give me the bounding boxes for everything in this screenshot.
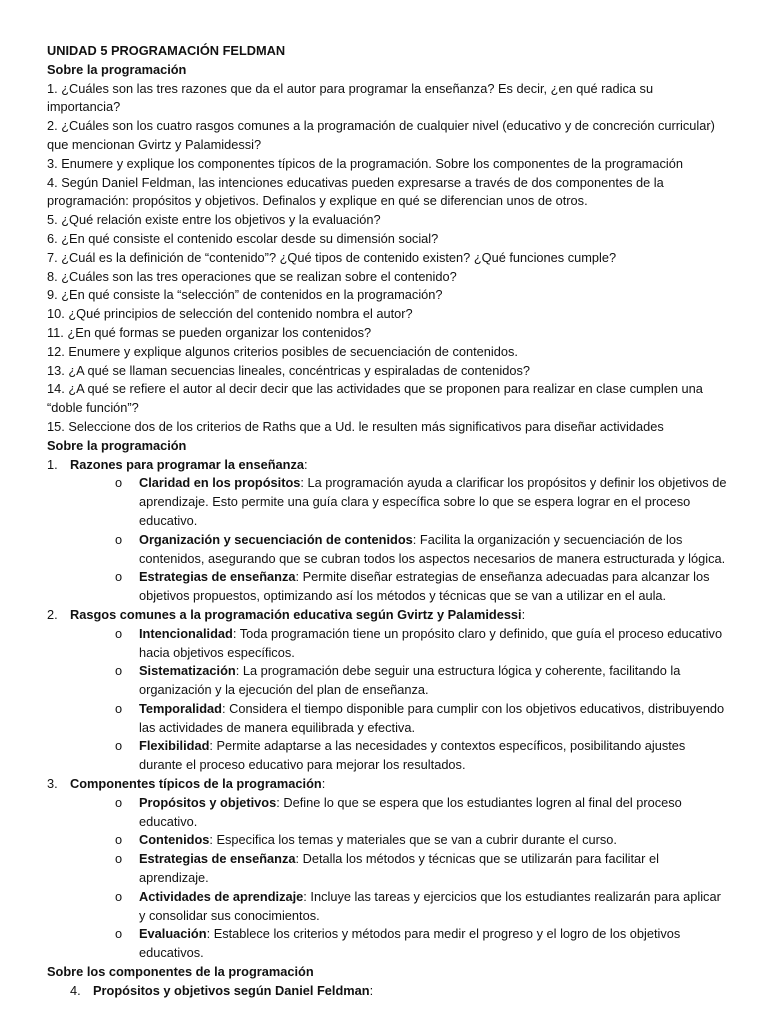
bullet-icon: o xyxy=(115,569,123,585)
item-number: 3. xyxy=(47,776,58,792)
bullet-icon: o xyxy=(115,475,123,491)
document-page xyxy=(47,42,727,1001)
answer-item xyxy=(47,606,727,775)
answer-list xyxy=(47,456,727,964)
question-item: 11. ¿En qué formas se pueden organizar los contenidos? xyxy=(47,324,372,340)
sub-item xyxy=(70,794,727,832)
answer-title-colon: : xyxy=(369,982,374,998)
answer-title: Componentes típicos de la programación xyxy=(70,776,322,792)
question-item: 5. ¿Qué relación existe entre los objetivos y la evaluación? xyxy=(47,212,381,228)
sub-item xyxy=(70,737,727,775)
sub-item-term: Claridad en los propósitos xyxy=(139,475,301,491)
question-item: 9. ¿En qué consiste la “selección” de contenidos en la programación? xyxy=(47,287,443,303)
sub-item-term: Sistematización xyxy=(139,663,236,679)
bullet-icon: o xyxy=(115,531,123,547)
answer-sublist xyxy=(70,474,727,606)
question-item: 6. ¿En qué consiste el contenido escolar desde su dimensión social? xyxy=(47,230,439,246)
answer-title: Razones para programar la enseñanza xyxy=(70,456,304,472)
sub-item-term: Contenidos xyxy=(139,832,210,848)
sub-item-term: Organización y secuenciación de contenidos xyxy=(139,531,413,547)
sub-item xyxy=(70,662,727,700)
bullet-icon: o xyxy=(115,888,123,904)
answer-sublist xyxy=(70,625,727,775)
item-number: 1. xyxy=(47,456,58,472)
question-item: 15. Seleccione dos de los criterios de Raths que a Ud. le resulten más significativos para diseñar actividades xyxy=(47,418,664,434)
sub-item-text: : Considera el tiempo disponible para cumplir con los objetivos educativos, distribuyendo las actividades de manera equilibrada y efectiva. xyxy=(139,700,725,735)
sub-item-term: Propósitos y objetivos xyxy=(139,794,277,810)
document-title: UNIDAD 5 PROGRAMACIÓN FELDMAN xyxy=(47,43,286,58)
question-item: 12. Enumere y explique algunos criterios posibles de secuenciación de contenidos. xyxy=(47,343,518,359)
sub-item xyxy=(70,888,727,926)
item-number: 2. xyxy=(47,606,58,622)
sub-item-text: : La programación debe seguir una estructura lógica y coherente, facilitando la organización y la ejecución del plan de enseñanza. xyxy=(139,663,681,698)
sub-item-text: : Permite adaptarse a las necesidades y contextos específicos, posibilitando ajustes durante el proceso educativo para mejorar los resultados. xyxy=(139,738,686,773)
question-list xyxy=(47,80,727,437)
sub-item-term: Actividades de aprendizaje xyxy=(139,888,304,904)
question-item: 3. Enumere y explique los componentes típicos de la programación. Sobre los componentes de la programación xyxy=(47,155,683,171)
answer-title-colon: : xyxy=(321,776,326,792)
question-item: 1. ¿Cuáles son las tres razones que da el autor para programar la enseñanza? Es decir, ¿en qué radica su importancia? xyxy=(47,80,654,115)
bullet-icon: o xyxy=(115,794,123,810)
answer-item xyxy=(47,775,727,963)
bullet-icon: o xyxy=(115,625,123,641)
bullet-icon: o xyxy=(115,926,123,942)
sub-item xyxy=(70,831,727,850)
section-heading: Sobre la programación xyxy=(47,437,187,453)
answer-sublist xyxy=(70,794,727,963)
section-heading: Sobre los componentes de la programación xyxy=(47,964,314,980)
bullet-icon: o xyxy=(115,832,123,848)
answer-title-colon: : xyxy=(521,606,526,622)
sub-item-text: : Establece los criterios y métodos para medir el progreso y el logro de los objetivos educativos. xyxy=(139,926,681,961)
sub-item xyxy=(70,568,727,606)
sub-item xyxy=(70,700,727,738)
sub-item-text: : Incluye las tareas y ejercicios que los estudiantes realizarán para aplicar y consolidar sus conocimientos. xyxy=(139,888,721,923)
sub-item-term: Flexibilidad xyxy=(139,738,210,754)
bullet-icon: o xyxy=(115,851,123,867)
sub-item xyxy=(70,625,727,663)
sub-item xyxy=(70,531,727,569)
sub-item-text: : Define lo que se espera que los estudiantes logren al final del proceso educativo. xyxy=(139,794,682,829)
sub-item-term: Temporalidad xyxy=(139,700,222,716)
section-heading: Sobre la programación xyxy=(47,61,187,77)
sub-item-term: Estrategias de enseñanza xyxy=(139,569,296,585)
sub-item-text: : Especifica los temas y materiales que se van a cubrir durante el curso. xyxy=(209,832,617,848)
sub-item-term: Intencionalidad xyxy=(139,625,233,641)
sub-item-text: : Toda programación tiene un propósito claro y definido, que guía el proceso educativo hacia objetivos específicos. xyxy=(139,625,723,660)
answer-title: Rasgos comunes a la programación educativa según Gvirtz y Palamidessi xyxy=(70,606,522,622)
sub-item xyxy=(70,925,727,963)
sub-item xyxy=(70,850,727,888)
sub-item-term: Evaluación xyxy=(139,926,207,942)
answer-title-colon: : xyxy=(304,456,308,472)
question-item: 4. Según Daniel Feldman, las intenciones educativas pueden expresarse a través de dos componentes de la programación: propósitos y objetivos. Definalos y explique en qué se diferencian unos de otros. xyxy=(47,174,664,209)
bullet-icon: o xyxy=(115,663,123,679)
sub-item-text: : Detalla los métodos y técnicas que se utilizarán para facilitar el aprendizaje. xyxy=(139,851,659,886)
sub-item-text: : Facilita la organización y secuenciación de los contenidos, asegurando que se cubran todos los aspectos necesarios de manera estructurada y lógica. xyxy=(139,531,726,566)
item-number: 4. xyxy=(70,982,81,998)
answer-title: Propósitos y objetivos según Daniel Feldman xyxy=(93,982,370,998)
sub-item-text: : La programación ayuda a clarificar los propósitos y definir los objetivos de aprendizaje. Esto permite una guía clara y específica sobre lo que se espera lograr en el proceso educativo. xyxy=(139,475,727,528)
answer-item xyxy=(47,456,727,606)
question-item: 7. ¿Cuál es la definición de “contenido”? ¿Qué tipos de contenido existen? ¿Qué funciones cumple? xyxy=(47,249,617,265)
question-item: 14. ¿A qué se refiere el autor al decir decir que las actividades que se proponen para realizar en clase cumplen una “doble función”? xyxy=(47,381,703,416)
bullet-icon: o xyxy=(115,700,123,716)
bullet-icon: o xyxy=(115,738,123,754)
sub-item-term: Estrategias de enseñanza xyxy=(139,851,296,867)
question-item: 2. ¿Cuáles son los cuatro rasgos comunes a la programación de cualquier nivel (educativo y de concreción curricular) que mencionan Gvirtz y Palamidessi? xyxy=(47,118,715,152)
sub-item-text: : Permite diseñar estrategias de enseñanza adecuadas para alcanzar los objetivos propuestos, optimizando así los métodos y técnicas que se van a utilizar en el aula. xyxy=(139,569,710,604)
sub-item xyxy=(70,474,727,530)
question-item: 10. ¿Qué principios de selección del contenido nombra el autor? xyxy=(47,306,413,322)
answer-item xyxy=(47,982,727,1001)
question-item: 8. ¿Cuáles son las tres operaciones que se realizan sobre el contenido? xyxy=(47,268,457,284)
question-item: 13. ¿A qué se llaman secuencias lineales, concéntricas y espiraladas de contenidos? xyxy=(47,362,531,378)
